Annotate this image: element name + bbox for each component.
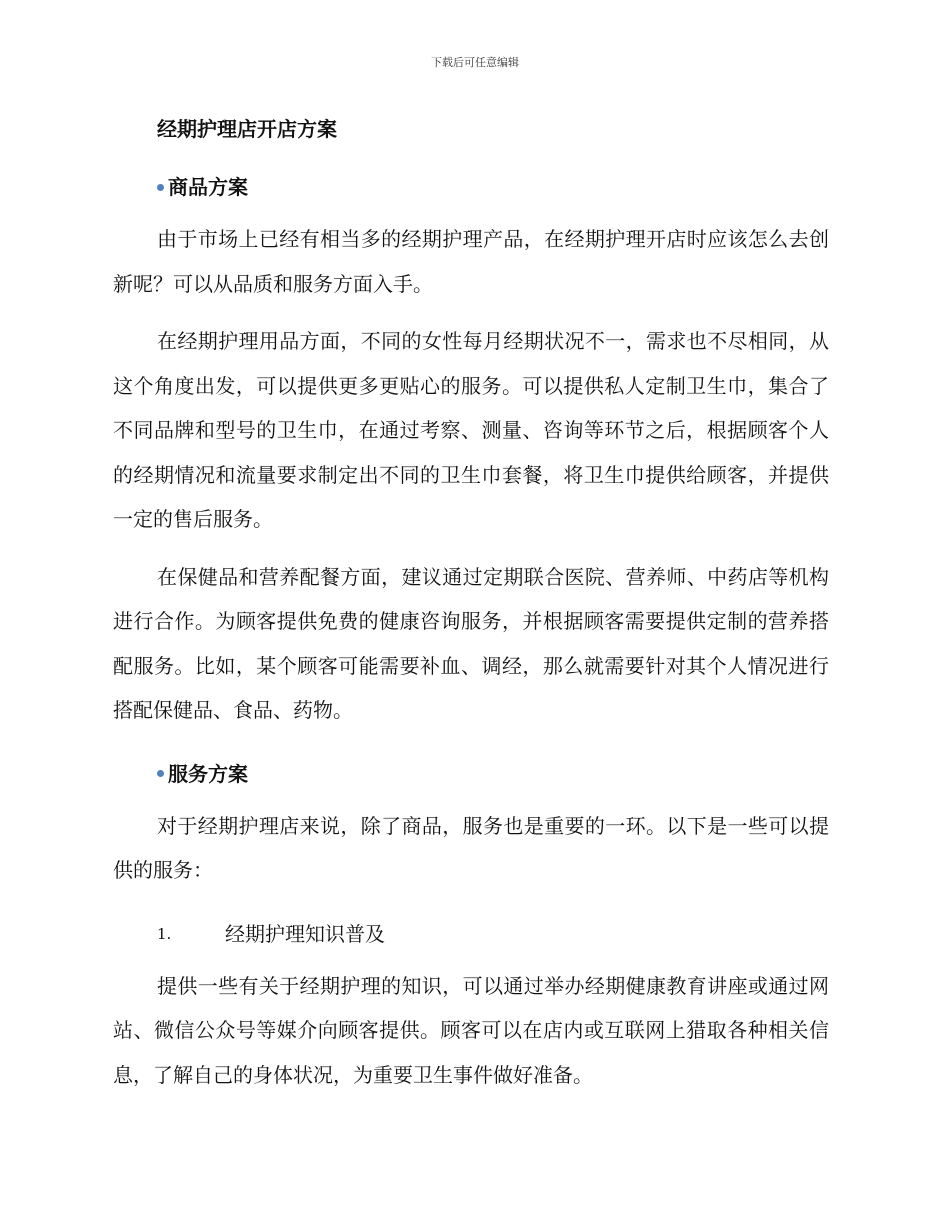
bullet-icon (157, 184, 164, 191)
paragraph: 由于市场上已经有相当多的经期护理产品，在经期护理开店时应该怎么去创新呢？可以从品质和服务方面入手。 (113, 227, 829, 296)
page-header: 下载后可任意编辑 (431, 56, 519, 69)
item-number: 1. (157, 924, 172, 943)
section-heading-products (113, 170, 829, 204)
item-label: 经期护理知识普及 (225, 921, 385, 946)
section-heading-label: 服务方案 (168, 761, 248, 786)
paragraph: 提供一些有关于经期护理的知识，可以通过举办经期健康教育讲座或通过网站、微信公众号等媒介向顾客提供。顾客可以在店内或互联网上猎取各种相关信息，了解自己的身体状况，为重要卫生事件做好准备。 (113, 973, 829, 1087)
section-heading-label: 商品方案 (168, 175, 248, 199)
section-heading-services (113, 757, 829, 791)
document-body (113, 112, 829, 1097)
paragraph: 对于经期护理店来说，除了商品，服务也是重要的一环。以下是一些可以提供的服务： (113, 813, 829, 882)
numbered-item (113, 917, 829, 951)
bullet-icon (157, 770, 164, 777)
paragraph: 在保健品和营养配餐方面，建议通过定期联合医院、营养师、中药店等机构进行合作。为顾客提供免费的健康咨询服务，并根据顾客需要提供定制的营养搭配服务。比如，某个顾客可能需要补血、调经，那么就需要针对其个人情况进行搭配保健品、食品、药物。 (113, 564, 829, 722)
document-title: 经期护理店开店方案 (157, 117, 337, 141)
paragraph: 在经期护理用品方面，不同的女性每月经期状况不一，需求也不尽相同，从这个角度出发，可以提供更多更贴心的服务。可以提供私人定制卫生巾，集合了不同品牌和型号的卫生巾，在通过考察、测量、咨询等环节之后，根据顾客个人的经期情况和流量要求制定出不同的卫生巾套餐，将卫生巾提供给顾客，并提供一定的售后服务。 (113, 329, 829, 531)
